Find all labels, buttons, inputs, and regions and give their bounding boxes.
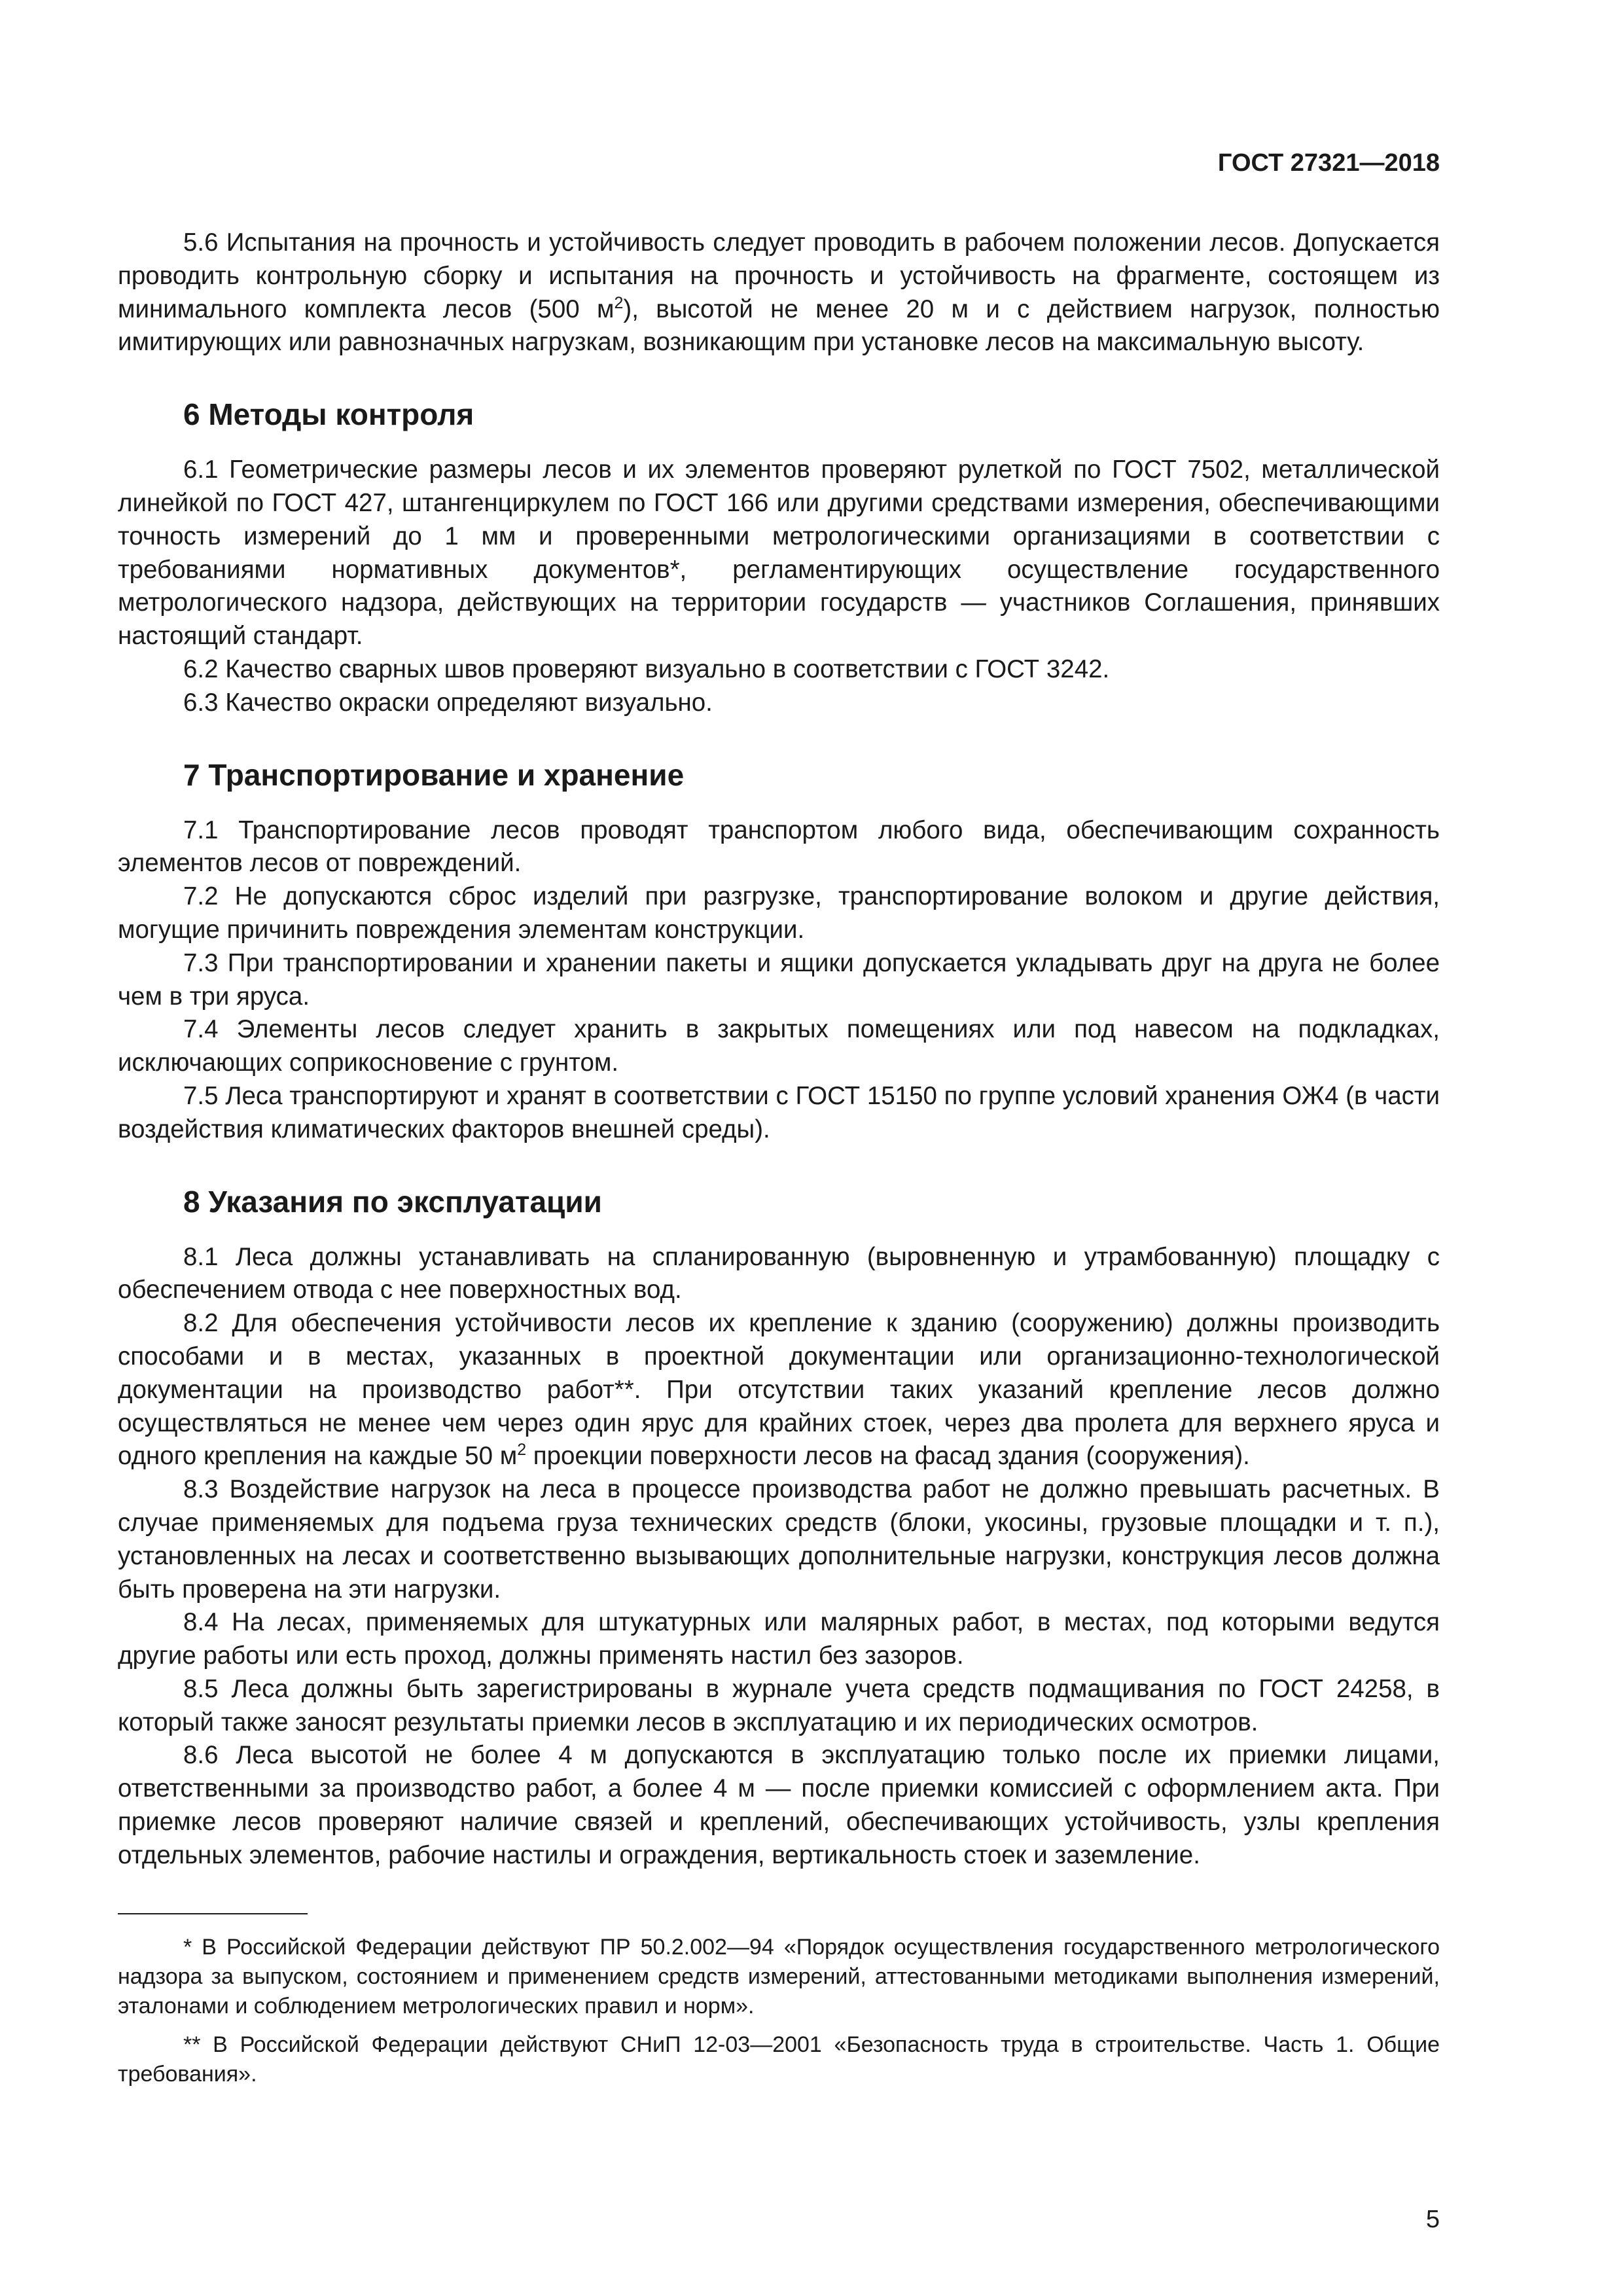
clause-8-2-text-b: проекции поверхности лесов на фасад здания (сооружения). bbox=[526, 1442, 1250, 1471]
clause-8-6: 8.6 Леса высотой не более 4 м допускаются в эксплуатацию только после их приемки лицами, ответственными за производство работ, а более 4 м — после приемки комиссией с оформлением акта. При приемке лесов проверяют наличие связей и креплений, обеспечивающих устойчивость, узлы крепления отдельных элементов, рабочие настилы и ограждения, вертикальность стоек и заземление. bbox=[118, 1741, 1440, 1869]
clause-6-1: 6.1 Геометрические размеры лесов и их элементов проверяют рулеткой по ГОСТ 7502, металлической линейкой по ГОСТ 427, штангенциркулем по ГОСТ 166 или другими средствами измерения, обеспечивающими точность измерений до 1 мм и проверенными метрологическими организациями в соответствии с требованиями нормативных документов*, регламентирующих осуществление государственного метрологического надзора, действующих на территории государств — участников Соглашения, принявших настоящий стандарт. bbox=[118, 456, 1440, 651]
clause-5-6-text-a: 5.6 Испытания на прочность и устойчивость следует проводить в рабочем положении лесов. Допускается проводить контрольную сборку и испытания на прочность и устойчивость на фрагменте, состоящем из минимального комплекта лесов (500 м bbox=[118, 228, 1440, 323]
clause-5-6 bbox=[118, 226, 1440, 359]
clause-7-1: 7.1 Транспортирование лесов проводят транспортом любого вида, обеспечивающим сохранность элементов лесов от повреждений. bbox=[118, 816, 1440, 878]
superscript: 2 bbox=[517, 1441, 527, 1460]
clause-8-2 bbox=[118, 1307, 1440, 1473]
document-body bbox=[118, 226, 1440, 1873]
clause-5-6-text-b: ), высотой не менее 20 м и с действием нагрузок, полностью имитирующих или равнозначных нагрузкам, возникающим при установке лесов на максимальную высоту. bbox=[118, 295, 1440, 357]
footnote-divider bbox=[118, 1913, 308, 1914]
clause-6-2: 6.2 Качество сварных швов проверяют визуально в соответствии с ГОСТ 3242. bbox=[183, 655, 1110, 683]
clause-8-5: 8.5 Леса должны быть зарегистрированы в журнале учета средств подмащивания по ГОСТ 24258, в который также заносят результаты приемки лесов в эксплуатацию и их периодических осмотров. bbox=[118, 1674, 1440, 1736]
footnotes bbox=[118, 1913, 1440, 2098]
section-8-heading: 8 Указания по эксплуатации bbox=[183, 1184, 602, 1219]
clause-8-4: 8.4 На лесах, применяемых для штукатурных или малярных работ, в местах, под которыми ведутся другие работы или есть проход, должны применять настил без зазоров. bbox=[118, 1608, 1440, 1670]
clause-8-1: 8.1 Леса должны устанавливать на спланированную (выровненную и утрамбованную) площадку с обеспечением отвода с нее поверхностных вод. bbox=[118, 1242, 1440, 1304]
superscript: 2 bbox=[614, 293, 624, 312]
clause-6-3: 6.3 Качество окраски определяют визуально. bbox=[183, 688, 713, 717]
section-6-heading: 6 Методы контроля bbox=[183, 397, 474, 432]
section-7-heading: 7 Транспортирование и хранение bbox=[183, 757, 685, 792]
clause-7-2: 7.2 Не допускаются сброс изделий при разгрузке, транспортирование волоком и другие действия, могущие причинить повреждения элементам конструкции. bbox=[118, 882, 1440, 944]
clause-7-5: 7.5 Леса транспортируют и хранят в соответствии с ГОСТ 15150 по группе условий хранения ОЖ4 (в части воздействия климатических факторов внешней среды). bbox=[118, 1081, 1440, 1143]
footnote-1: * В Российской Федерации действуют ПР 50.2.002—94 «Порядок осуществления государственного метрологического надзора за выпуском, состоянием и применением средств измерений, аттестованными методиками выполнения измерений, эталонами и соблюдением метрологических правил и норм». bbox=[118, 1935, 1440, 2018]
clause-7-4: 7.4 Элементы лесов следует хранить в закрытых помещениях или под навесом на подкладках, исключающих соприкосновение с грунтом. bbox=[118, 1015, 1440, 1077]
clause-7-3: 7.3 При транспортировании и хранении пакеты и ящики допускается укладывать друг на друга не более чем в три яруса. bbox=[118, 948, 1440, 1011]
footnote-2: ** В Российской Федерации действуют СНиП 12-03—2001 «Безопасность труда в строительстве. Часть 1. Общие требования». bbox=[118, 2032, 1440, 2087]
document-page bbox=[118, 0, 1440, 2296]
clause-8-2-text-a: 8.2 Для обеспечения устойчивости лесов их крепление к зданию (сооружению) должны производить способами и в местах, указанных в проектной документации или организационно-технологической документации на производство работ**. При отсутствии таких указаний крепление лесов должно осуществляться не менее чем через один ярус для крайних стоек, через два пролета для верхнего яруса и одного крепления на каждые 50 м bbox=[118, 1309, 1440, 1471]
standard-designation: ГОСТ 27321—2018 bbox=[1217, 149, 1440, 177]
clause-8-3: 8.3 Воздействие нагрузок на леса в процессе производства работ не должно превышать расчетных. В случае применяемых для подъема груза технических средств (блоки, укосины, грузовые площадки и т. п.), установленных на лесах и соответственно вызывающих дополнительные нагрузки, конструкция лесов должна быть проверена на эти нагрузки. bbox=[118, 1475, 1440, 1604]
page-number: 5 bbox=[1425, 2206, 1440, 2233]
